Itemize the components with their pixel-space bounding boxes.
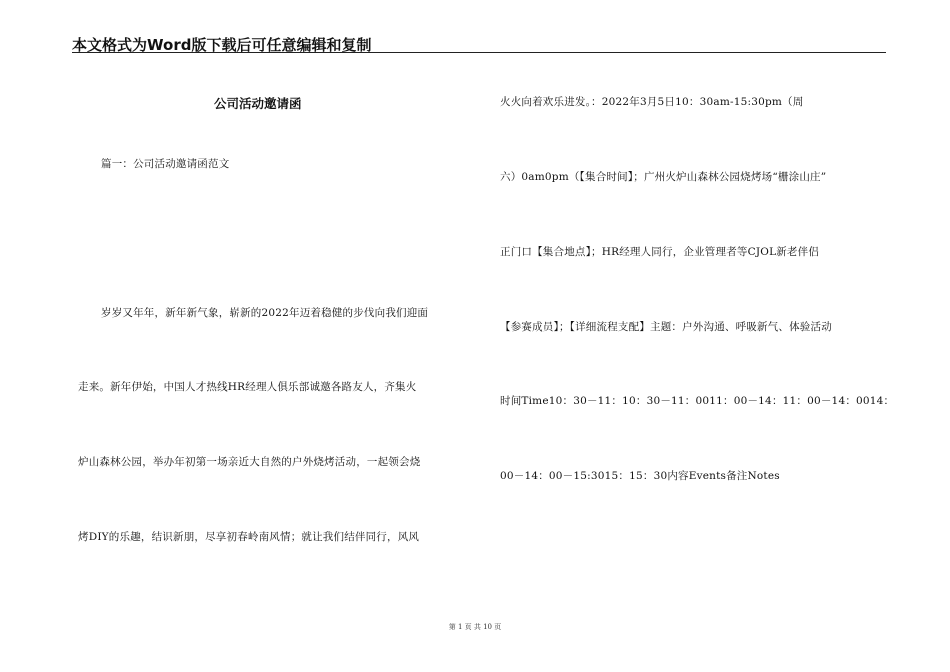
page-footer: 第 1 页 共 10 页 — [448, 623, 502, 631]
body-line: 烤DIY的乐趣，结识新朋，尽享初春岭南风情；就让我们结伴同行，风风 — [78, 531, 420, 543]
body-line: 六）0am0pm（【集合时间】；广州火炉山森林公园烧烤场“栅涂山庄” — [500, 171, 827, 183]
body-line: 【参赛成员】；【详细流程支配】主题：户外沟通、呼吸新气、体验活动 — [500, 321, 832, 333]
header-divider — [72, 52, 886, 53]
document-title: 公司活动邀请函 — [214, 96, 302, 111]
body-line: 火火向着欢乐进发。：2022年3月5日10：30am-15:30pm（周 — [500, 96, 804, 108]
body-line: 走来。新年伊始，中国人才热线HR经理人俱乐部诚邀各路友人，齐集火 — [78, 381, 417, 393]
body-line: 时间Time10：30－11：10：30－11：0011：00－14：11：00－14：0014： — [500, 395, 895, 407]
body-line: 正门口【集合地点】；HR经理人同行，企业管理者等CJOL新老伴侣 — [500, 246, 820, 258]
body-line: 岁岁又年年，新年新气象，崭新的2022年迈着稳健的步伐向我们迎面 — [101, 307, 429, 319]
document-subtitle: 篇一：公司活动邀请函范文 — [101, 158, 230, 170]
body-line: 00－14：00－15:3015：15：30内容Events备注Notes — [500, 470, 780, 482]
header-banner: 本文格式为Word版下载后可任意编辑和复制 — [72, 36, 372, 54]
body-line: 炉山森林公园，举办年初第一场亲近大自然的户外烧烤活动，一起领会烧 — [78, 456, 421, 468]
